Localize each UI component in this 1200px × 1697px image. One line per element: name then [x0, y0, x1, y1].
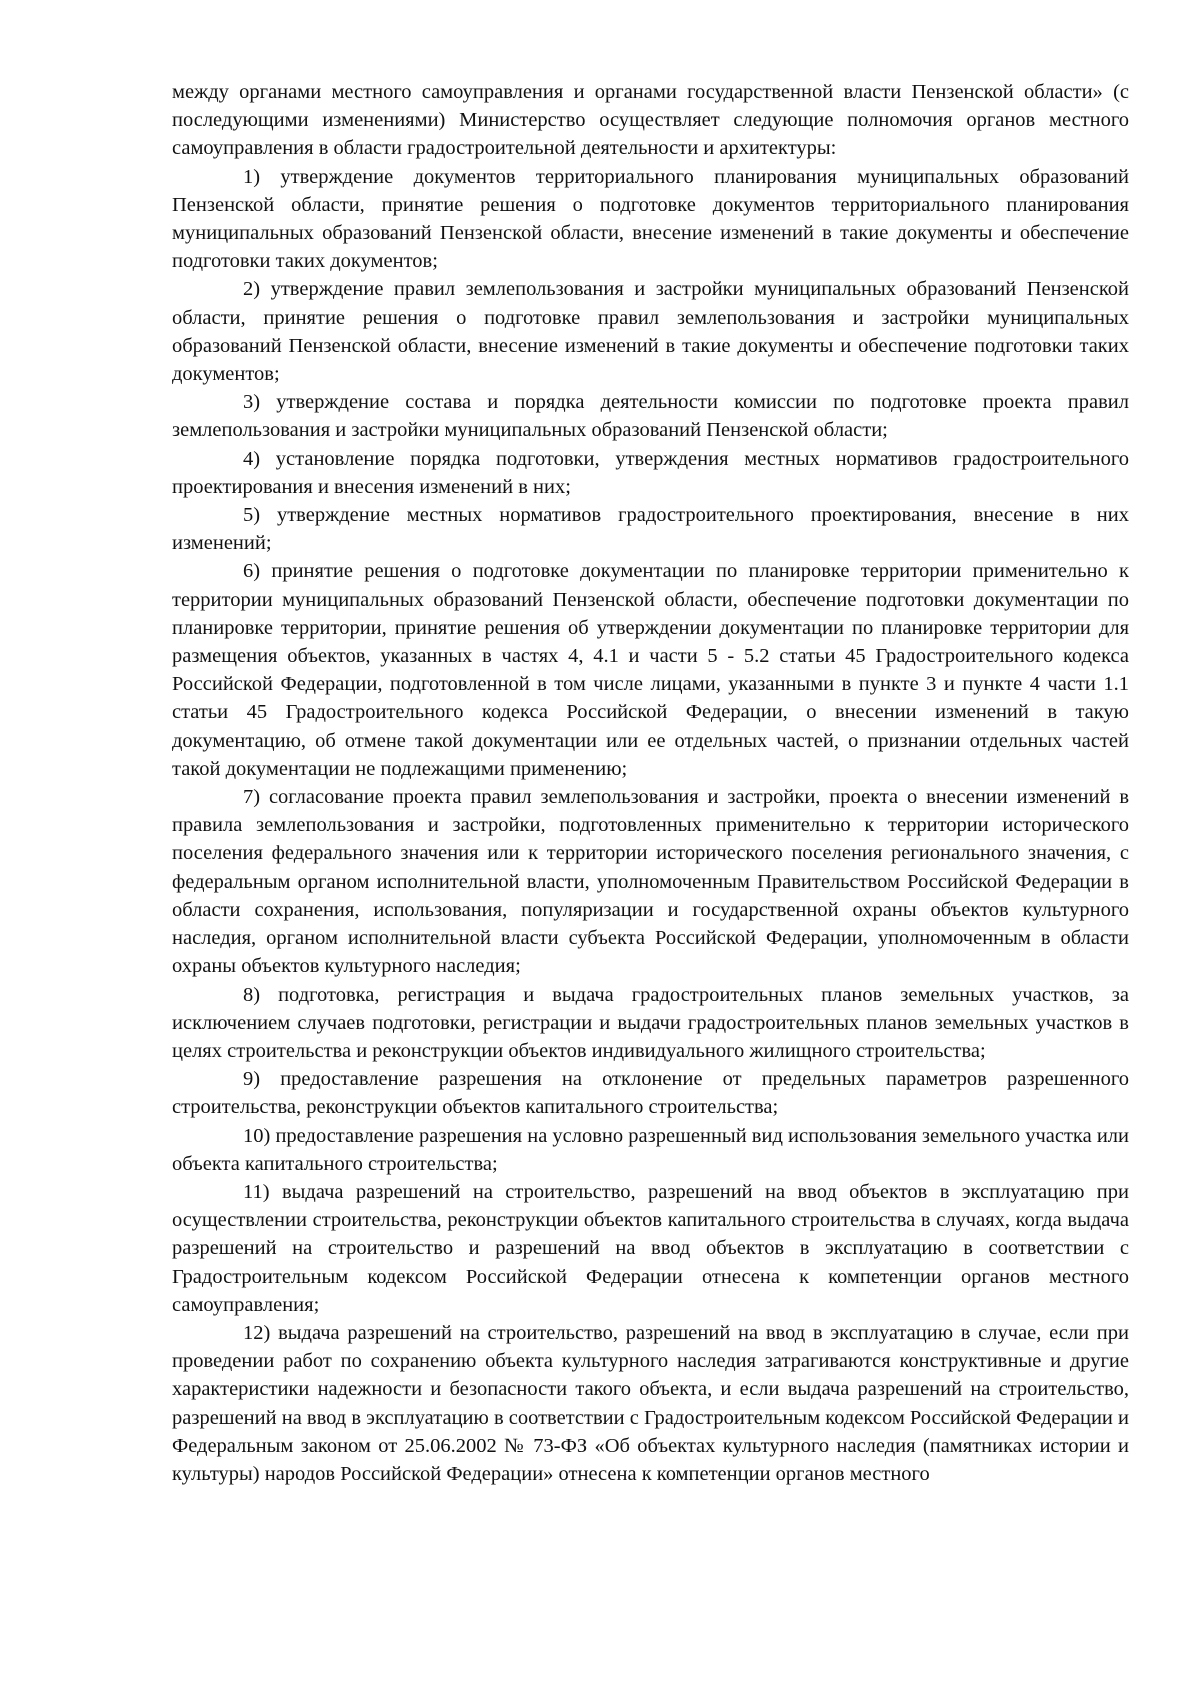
document-body	[172, 78, 1129, 1488]
list-item-10: 10) предоставление разрешения на условно разрешенный вид использования земельного участка или объекта капитального строительства;	[172, 1124, 1129, 1175]
list-item-12: 12) выдача разрешений на строительство, разрешений на ввод в эксплуатацию в случае, если при проведении работ по сохранению объекта культурного наследия затрагиваются конструктивные и другие характеристики надежности и безопасности такого объекта, и если выдача разрешений на строительство, разрешений на ввод в эксплуатацию в соответствии с Градостроительным кодексом Российской Федерации и Федеральным законом от 25.06.2002 № 73-ФЗ «Об объектах культурного наследия (памятниках истории и культуры) народов Российской Федерации» отнесена к компетенции органов местного	[172, 1321, 1129, 1485]
list-item-7: 7) согласование проекта правил землепользования и застройки, проекта о внесении изменений в правила землепользования и застройки, подготовленных применительно к территории исторического поселения федерального значения или к территории исторического поселения регионального значения, с федеральным органом исполнительной власти, уполномоченным Правительством Российской Федерации в области сохранения, использования, популяризации и государственной охраны объектов культурного наследия, органом исполнительной власти субъекта Российской Федерации, уполномоченным в области охраны объектов культурного наследия;	[172, 786, 1129, 978]
list-item-3: 3) утверждение состава и порядка деятельности комиссии по подготовке проекта правил землепользования и застройки муниципальных образований Пензенской области;	[172, 391, 1129, 442]
list-item-1: 1) утверждение документов территориального планирования муниципальных образований Пензенской области, принятие решения о подготовке документов территориального планирования муниципальных образований Пензенской области, внесение изменений в такие документы и обеспечение подготовки таких документов;	[172, 165, 1129, 273]
list-item-9: 9) предоставление разрешения на отклонение от предельных параметров разрешенного строительства, реконструкции объектов капитального строительства;	[172, 1068, 1129, 1119]
list-item-5: 5) утверждение местных нормативов градостроительного проектирования, внесение в них изменений;	[172, 504, 1129, 555]
intro-paragraph: между органами местного самоуправления и органами государственной власти Пензенской области» (с последующими изменениями) Министерство осуществляет следующие полномочия органов местного самоуправления в области градостроительной деятельности и архитектуры:	[172, 81, 1129, 160]
list-item-4: 4) установление порядка подготовки, утверждения местных нормативов градостроительного проектирования и внесения изменений в них;	[172, 447, 1129, 498]
list-item-8: 8) подготовка, регистрация и выдача градостроительных планов земельных участков, за исключением случаев подготовки, регистрации и выдачи градостроительных планов земельных участков в целях строительства и реконструкции объектов индивидуального жилищного строительства;	[172, 983, 1129, 1062]
list-item-11: 11) выдача разрешений на строительство, разрешений на ввод объектов в эксплуатацию при осуществлении строительства, реконструкции объектов капитального строительства в случаях, когда выдача разрешений на строительство и разрешений на ввод объектов в эксплуатацию в соответствии с Градостроительным кодексом Российской Федерации отнесена к компетенции органов местного самоуправления;	[172, 1180, 1129, 1316]
list-item-2: 2) утверждение правил землепользования и застройки муниципальных образований Пензенской области, принятие решения о подготовке правил землепользования и застройки муниципальных образований Пензенской области, внесение изменений в такие документы и обеспечение подготовки таких документов;	[172, 278, 1129, 386]
list-item-6: 6) принятие решения о подготовке документации по планировке территории применительно к территории муниципальных образований Пензенской области, обеспечение подготовки документации по планировке территории, принятие решения об утверждении документации по планировке территории для размещения объектов, указанных в частях 4, 4.1 и части 5 - 5.2 статьи 45 Градостроительного кодекса Российской Федерации, подготовленной в том числе лицами, указанными в пункте 3 и пункте 4 части 1.1 статьи 45 Градостроительного кодекса Российской Федерации, о внесении изменений в такую документацию, об отмене такой документации или ее отдельных частей, о признании отдельных частей такой документации не подлежащими применению;	[172, 560, 1129, 780]
